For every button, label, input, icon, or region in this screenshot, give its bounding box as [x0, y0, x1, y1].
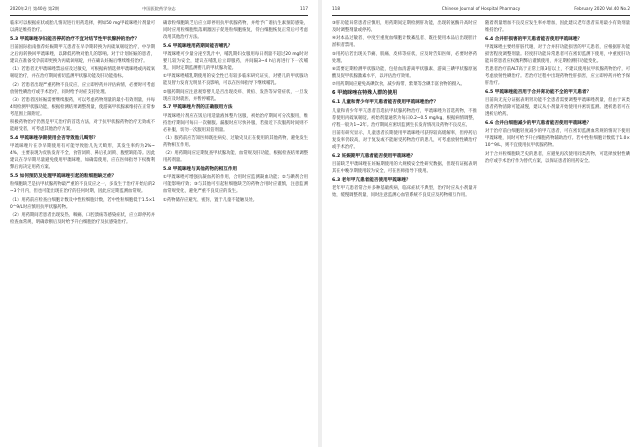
body-paragraph: 甲巯咪唑可少量分泌至乳汁中，哺乳期妇女服用每日剂量不超过20 mg时对婴儿较为安全，建议在哺乳后立即服药，并间隔3~4 h后再进行下一次哺乳，同时定期监测婴儿的甲状腺功能。: [163, 52, 308, 72]
body-paragraph: 随着剂量增加不良反应发生率亦增加，因此建议老年患者采用最小有效剂量维持治疗。: [485, 21, 630, 34]
body-paragraph: ①甲巯咪唑可增强抗凝血药的作用，合用时应监测凝血功能；②与碘剂合用可能影响疗效；③与其他可引起粒细胞缺乏的药物合用时应谨慎，注意监测血常规变化，避免严重不良反应的发生。: [163, 175, 308, 195]
section-heading: 6 甲巯咪唑在特殊人群的使用: [332, 90, 398, 97]
right-page-header: [332, 5, 630, 16]
section-heading: 5.4 甲巯咪唑孕期使用会否导致胎儿畸形？: [10, 135, 98, 141]
body-paragraph: （1）服药前应告知医师既往病史、过敏史及正在使用的其他药物，避免发生药物相互作用。: [163, 135, 308, 148]
header-page-number: 118: [332, 6, 340, 11]
body-paragraph: （3）若患者因妊娠需要继续服药，可以考虑药物剂量的最小有效剂量，并每4周检测甲状腺功能，根据检测结果调整剂量，使游离甲状腺素维持在正常参考范围上限附近。: [10, 97, 155, 117]
body-paragraph: 对于治疗前白细胞轻度减少的甲亢患者，可在密切监测血常规的情况下使用甲巯咪唑，同时可给予升白细胞药物辅助治疗。若中性粒细胞计数低于1.0×10^9/L，则不宜使用抗甲状腺药物。: [485, 129, 630, 149]
body-paragraph: 对于合并粒细胞缺乏史的患者，应避免再次使用同类药物，可选择放射性碘治疗或手术治疗作为替代方案，以保证患者的用药安全。: [485, 151, 630, 164]
text-column: [10, 20, 155, 441]
section-heading: 6.5 甲巯咪唑能否用于合并肾功能不全的甲亢患者？: [485, 89, 592, 95]
body-paragraph: 若患者治疗前ALT高于正常上限3倍以上，不建议使用抗甲状腺药物治疗，可考虑放射性碘治疗。若治疗过程中出现药物性肝损害，应立即停药并给予保肝治疗。: [485, 67, 630, 87]
section-heading: 5.6 甲巯咪唑用药期间能否哺乳？: [163, 43, 233, 49]
body-paragraph: ⑤用药后若出现关节痛、肌痛、皮疹等症状，应及时告知医师，必要时停药处理。: [332, 51, 477, 64]
body-paragraph: 甲巯咪唑主要经肝脏代谢，对于合并肝功能损害的甲亢患者，应根据肝功能损害程度调整剂量。轻度肝功能异常患者可在密切监测下使用，中重度肝功能异常患者应权衡利弊后谨慎使用，并定期检测肝功能变化。: [485, 44, 630, 65]
section-heading: 6.1 儿童和青少年甲亢患者能否使用甲巯咪唑治疗？: [332, 100, 439, 106]
body-paragraph: 目前国际指南推荐妊娠期甲亢患者在早孕期转换为丙硫氧嘧啶治疗，中孕期之后再转换回甲巯咪唑，以降低药物对胎儿的影响。对于计划妊娠的患者，建议在准备受孕前即更换为丙硫氧嘧啶，并在确认妊娠后继续维持治疗。: [10, 44, 155, 65]
body-paragraph: （2）用药期间若患者出现发热、咽痛、口腔溃疡等感染症状，应立即停药并检查血常规，明确诊断后及时给予升白细胞治疗及抗感染治疗。: [10, 212, 155, 225]
text-column: [485, 20, 630, 441]
body-paragraph: 甲巯咪唑片在孕早期使用有可能导致胎儿先天畸形，其发生率约为2%~4%，主要表现为皮肤发育不全、食管闭锁、鼻后孔闭锁、腹壁缺陷等。因此建议在孕早期尽量避免使用甲巯咪唑，如确需使用，应在医师指导下权衡利弊后再决定用药方案。: [10, 144, 155, 171]
section-heading: 6.2 妊娠期甲亢患者能否使用甲巯咪唑？: [332, 153, 416, 159]
text-column: [163, 20, 308, 441]
body-paragraph: ①药物储存应避光、密封，置于儿童不能触及处。: [163, 197, 258, 203]
body-paragraph: （1）用药前应检查白细胞计数及中性粒细胞计数，若中性粒细胞低于1.5×10^9/L时应慎用抗甲状腺药物。: [10, 197, 155, 210]
body-paragraph: ④对本品过敏者、中度至重度血细胞计数紊乱者、既往使用本品后出现胆汁淤积者禁用。: [332, 36, 477, 49]
header-issue-info: 2020年2月 第40卷 第2期: [10, 6, 60, 11]
left-page: [0, 0, 318, 447]
body-paragraph: ⑥需要定期检测甲状腺功能，包括血清游离甲状腺素、游离三碘甲状腺原氨酸及促甲状腺激素水平，以评估治疗效果。: [332, 66, 477, 79]
body-paragraph: 儿童和青少年甲亢患者首选抗甲状腺药物治疗，甲巯咪唑为首选药物，不推荐使用丙硫氧嘧啶。初始剂量通常为每日0.2~0.5 mg/kg，根据病情调整，疗程一般为1~2年。治疗期间应密切监测生长发育情况及药物不良反应。: [332, 108, 477, 128]
header-page-number: 117: [300, 6, 308, 11]
body-paragraph: 粒细胞缺乏是抗甲状腺药物最严重的不良反应之一，多发生于治疗开始后的2~3个月内，但也可能出现在治疗的任何时期，因此应定期监测血常规。: [10, 182, 155, 195]
section-heading: 6.6 合并白细胞减少的甲亢患者能否使用甲巯咪唑？: [485, 120, 592, 126]
text-column: [332, 20, 477, 441]
section-heading: 5.5 如何预防及处理甲巯咪唑引起的粒细胞缺乏症？: [10, 173, 117, 179]
header-journal-name: 中国医院药学杂志: [142, 6, 176, 11]
body-paragraph: 目前有研究显示，儿童患者长期使用甲巯咪唑可获得较高缓解率，但停药后复发率仍较高，对于复发或不能耐受药物治疗的患儿，可考虑放射性碘治疗或手术治疗。: [332, 130, 477, 151]
body-paragraph: 临床可以根据症状或胎儿情况进行用药选择，例如50 mg甲硫咪唑片剂量可以满足维持治疗。: [10, 21, 155, 34]
left-page-header: [10, 5, 308, 16]
body-paragraph: 确诊粒细胞缺乏后应立即停用抗甲状腺药物，并给予广谱抗生素预防感染，同时应用粒细胞集落刺激因子促进粒细胞恢复，待白细胞恢复正常后可考虑改用其他治疗方法。: [163, 21, 308, 41]
section-heading: 5.7 甲巯咪唑片剂的正确服用方法: [163, 105, 233, 111]
section-heading: 6.4 合并肝损害的甲亢患者能否使用甲巯咪唑？: [485, 36, 583, 42]
section-heading: 5.3 甲巯咪唑孕妇能否停药治疗不宜对结节性甲状腺肿的治疗？: [10, 36, 140, 42]
body-paragraph: 目前尚无充分证据表明肾功能不全患者需要调整甲巯咪唑剂量，但由于该类患者药物清除可能减慢，建议从小剂量开始使用并密切监测。透析患者可在透析后给药。: [485, 98, 630, 118]
body-paragraph: 积极药物治疗仍然是甲亢治疗的首选方法，对于抗甲状腺药物治疗无效或不能耐受者，可考虑其他治疗方案。: [10, 120, 155, 133]
body-paragraph: ③肝功能异常患者应慎用，用药期间定期检测肝功能，出现转氨酶升高时应及时调整剂量或停药。: [332, 21, 477, 34]
body-paragraph: ②服药期间应注意观察婴儿是否出现皮疹、黄疸、发热等异常症状，一旦发现应及时就医，并暂停哺乳。: [163, 89, 308, 102]
body-paragraph: （1）若患者无甲巯咪唑禁忌症及过敏史，可根据病情选择甲巯咪唑或丙硫氧嘧啶治疗，并在治疗期间密切监测甲状腺功能及肝功能指标。: [10, 67, 155, 80]
header-issue-info: February 2020 Vol.40 No.2: [574, 6, 630, 11]
body-paragraph: （2）若患者出现严重药物不良反应，应立即停药并评估病情，必要时可考虑放射性碘治疗或手术治疗，同时给予对症支持处理。: [10, 82, 155, 95]
header-journal-name: Chinese Journal of Hospital Pharmacy: [441, 6, 521, 11]
body-paragraph: 甲巯咪唑片剂应在饭后用适量液体整片送服，初始治疗期间可分次服用，维持治疗期间可每日一次顿服。漏服时应尽快补服，若接近下次服药时间则不必补服，切勿一次服用双倍剂量。: [163, 113, 308, 133]
body-paragraph: ⑦用药期间应避免高碘饮食，减少海带、紫菜等含碘丰富食物的摄入。: [332, 82, 465, 88]
right-page: [322, 0, 640, 447]
body-paragraph: 老年甲亢患者常合并多种基础疾病，临床症状不典型，治疗时应从小剂量开始，缓慢调整剂量，同时注意监测心血管系统不良反应及药物相互作用。: [332, 186, 477, 199]
body-paragraph: ①甲巯咪唑哺乳期使用的安全性已有较多临床研究证实，对婴儿的甲状腺功能及智力发育无明显不良影响，可以在医师指导下继续哺乳。: [163, 74, 308, 87]
body-paragraph: 目前缺乏甲巯咪唑在妊娠期使用的大规模安全性研究数据，但现有证据表明其在中晚孕期使用较为安全，可在医师指导下使用。: [332, 162, 477, 175]
section-heading: 6.3 老年甲亢患者能否使用甲巯咪唑？: [332, 177, 411, 183]
section-heading: 5.8 甲巯咪唑与其他药物的相互作用: [163, 166, 238, 172]
body-paragraph: （2）用药期间应定期复查甲状腺功能、血常规及肝功能，根据检查结果调整用药剂量。: [163, 151, 308, 164]
